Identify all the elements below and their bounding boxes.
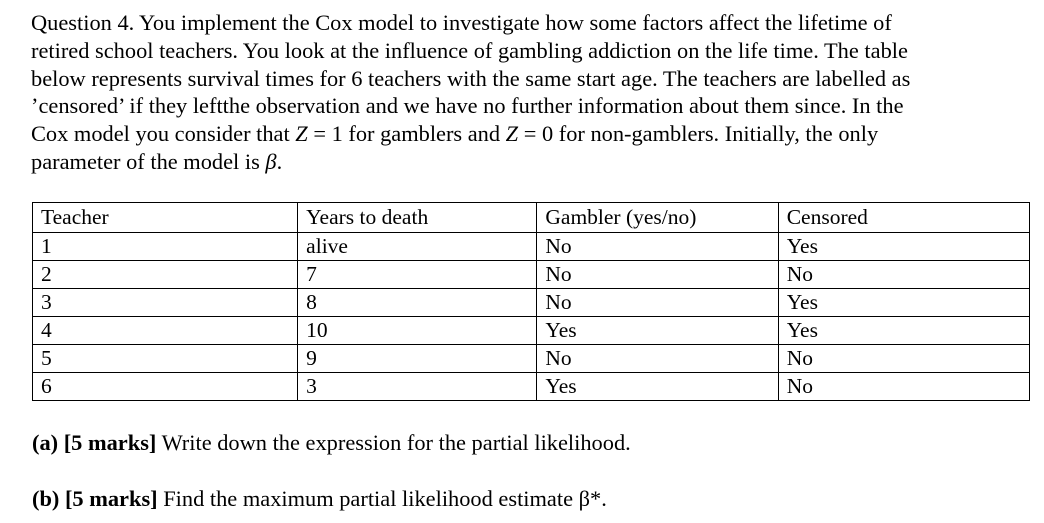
variable-z: Z bbox=[295, 121, 308, 147]
survival-table bbox=[32, 202, 1030, 401]
header-years-to-death: Years to death bbox=[298, 203, 537, 233]
cell-gambler: No bbox=[537, 289, 778, 317]
table-row bbox=[33, 345, 1030, 373]
cell-censored: No bbox=[778, 261, 1029, 289]
question-line-5-start: Cox model you consider that bbox=[31, 121, 296, 147]
table-header-row bbox=[33, 203, 1030, 233]
question-line-6 bbox=[31, 148, 1031, 176]
cell-gambler: Yes bbox=[537, 317, 778, 345]
question-line-6-end: . bbox=[276, 148, 283, 174]
part-a bbox=[32, 429, 631, 457]
cell-censored: Yes bbox=[778, 233, 1029, 261]
variable-beta: β bbox=[265, 148, 277, 174]
table-row bbox=[33, 289, 1030, 317]
variable-z: Z bbox=[505, 121, 519, 147]
part-b-label: (b) [5 marks] bbox=[32, 486, 158, 511]
question-line-5 bbox=[31, 120, 1031, 148]
cell-teacher: 1 bbox=[33, 233, 298, 261]
question-line-4: ’censored’ if they leftthe observation and we have no further information about them since. In the bbox=[31, 93, 904, 119]
question-line-6-start: parameter of the model is bbox=[31, 148, 266, 174]
header-teacher: Teacher bbox=[33, 203, 298, 233]
cell-censored: Yes bbox=[778, 289, 1029, 317]
question-line-5-mid: = 1 for gamblers and bbox=[307, 121, 506, 147]
part-a-text: Write down the expression for the partial likelihood. bbox=[156, 430, 631, 455]
cell-years: 8 bbox=[298, 289, 537, 317]
header-gambler: Gambler (yes/no) bbox=[537, 203, 778, 233]
part-a-label: (a) [5 marks] bbox=[32, 430, 157, 455]
table-row bbox=[33, 261, 1030, 289]
question-line-2: retired school teachers. You look at the influence of gambling addiction on the life time. The table bbox=[31, 37, 908, 63]
cell-teacher: 4 bbox=[33, 317, 298, 345]
cell-teacher: 5 bbox=[33, 345, 298, 373]
cell-teacher: 6 bbox=[33, 373, 298, 401]
cell-censored: No bbox=[778, 345, 1029, 373]
table-row bbox=[33, 317, 1030, 345]
cell-teacher: 3 bbox=[33, 289, 298, 317]
cell-gambler: No bbox=[537, 345, 778, 373]
cell-years: 7 bbox=[298, 261, 537, 289]
cell-gambler: No bbox=[537, 233, 778, 261]
table-row bbox=[33, 233, 1030, 261]
part-b bbox=[32, 485, 607, 513]
cell-years: 9 bbox=[298, 345, 537, 373]
question-text bbox=[31, 9, 1031, 176]
cell-censored: No bbox=[778, 373, 1029, 401]
cell-gambler: Yes bbox=[537, 373, 778, 401]
question-line-1: Question 4. You implement the Cox model to investigate how some factors affect the lifetime of bbox=[31, 10, 892, 35]
question-line-3: below represents survival times for 6 teachers with the same start age. The teachers are labelled as bbox=[31, 65, 911, 91]
table-row bbox=[33, 373, 1030, 401]
cell-teacher: 2 bbox=[33, 261, 298, 289]
cell-years: 3 bbox=[298, 373, 537, 401]
header-censored: Censored bbox=[778, 203, 1029, 233]
cell-years: alive bbox=[298, 233, 537, 261]
cell-censored: Yes bbox=[778, 317, 1029, 345]
cell-gambler: No bbox=[537, 261, 778, 289]
part-b-text: Find the maximum partial likelihood estimate β*. bbox=[157, 486, 607, 511]
cell-years: 10 bbox=[298, 317, 537, 345]
question-line-5-end: = 0 for non-gamblers. Initially, the only bbox=[518, 121, 879, 147]
